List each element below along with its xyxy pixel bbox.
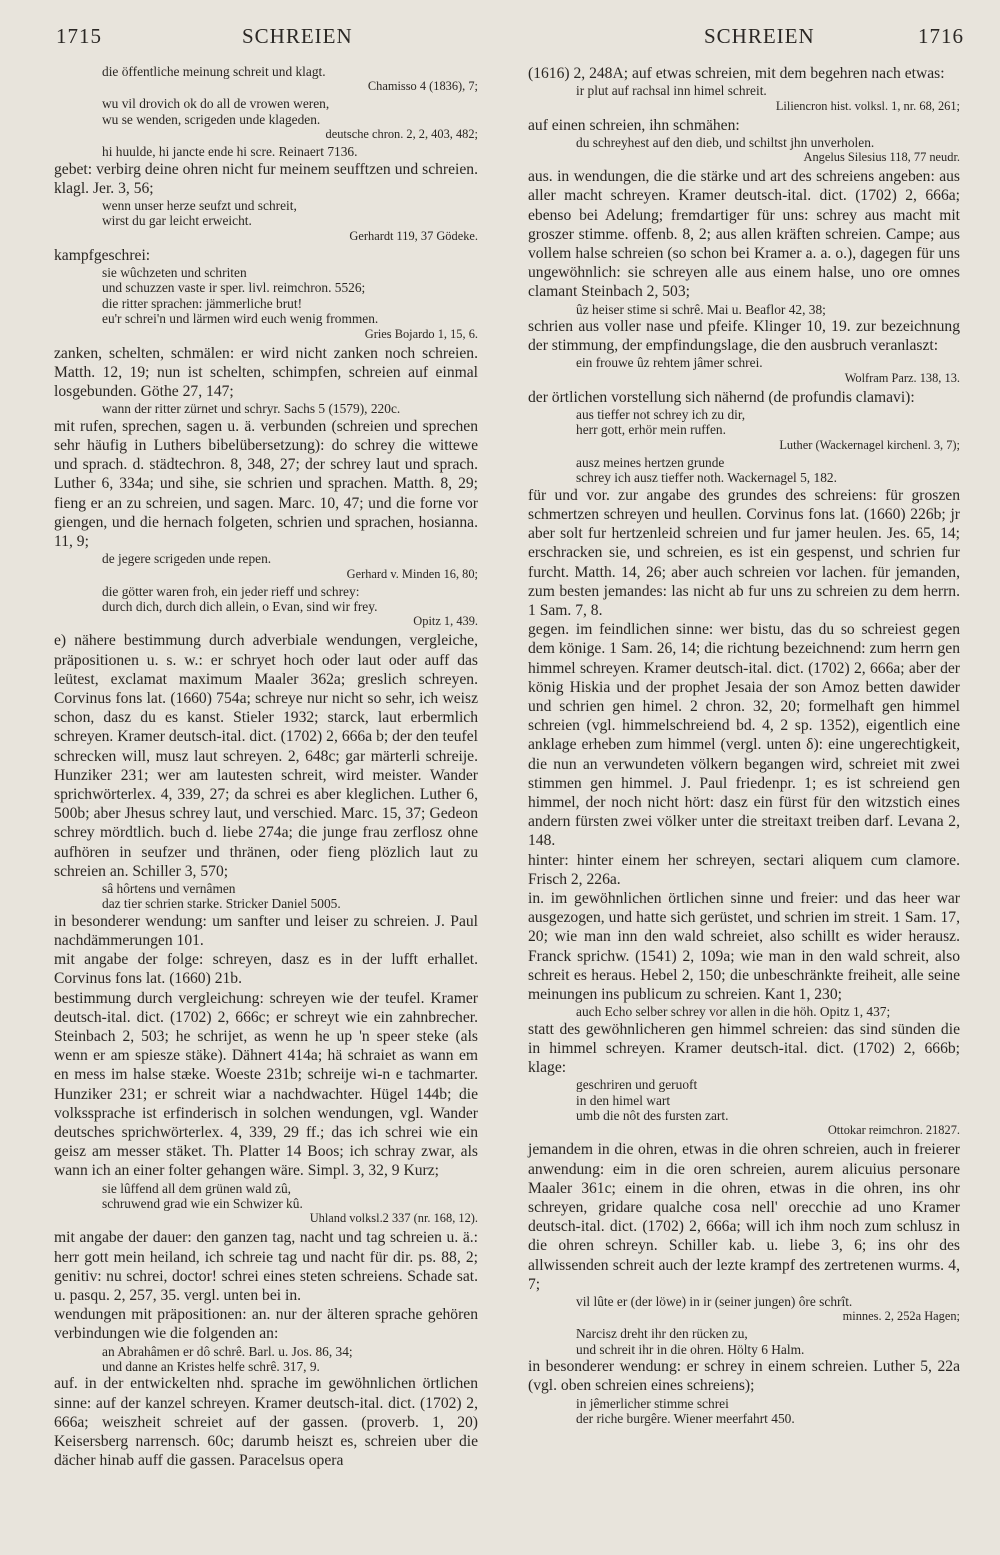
quotation-line: ausz meines hertzen grunde (576, 454, 725, 470)
quotation-line: wu se wenden, scrigeden unde klageden. (102, 111, 321, 127)
right-column (528, 64, 960, 1426)
quotation-line: schruwend grad wie ein Schwizer kû. (102, 1196, 303, 1212)
quotation-line: wirst du gar leicht erweicht. (102, 213, 252, 229)
quotation-line: geschriren und geruoft (576, 1077, 698, 1093)
quotation-line: durch dich, durch dich allein, o Evan, sind wir frey. (102, 598, 378, 614)
entry-paragraph: schrien aus voller nase und pfeife. Klinger 10, 19. zur bezeichnung der stimmung, der empfindungslage, die den ausbruch veranlaszt: (528, 318, 960, 355)
entry-paragraph: mit angabe der dauer: den ganzen tag, nacht und tag schreien u. ä.: herr gott mein heiland, ich schreie tag und nacht für dir. ps. 88, 2; genitiv: nu schrei, doctor! schrei eines steten schreiens. Schade sat. u. pasqu. 2, 257, 35. vergl. unten bei in. (54, 1229, 478, 1305)
entry-paragraph: wendungen mit präpositionen: an. nur der älteren sprache gehören verbindungen wie die folgenden an: (54, 1306, 478, 1343)
source-citation: Angelus Silesius 118, 77 neudr. (803, 150, 960, 165)
entry-paragraph: hinter: hinter einem her schreyen, sectari aliquem cum clamore. Frisch 2, 226a. (528, 851, 960, 888)
quotation-line: die öffentliche meinung schreit und klagt. (102, 64, 326, 79)
entry-paragraph: bestimmung durch vergleichung: schreyen wie der teufel. Kramer deutsch-ital. dict. (1702) 2, 666c; er schreyt wie ein zahnbrecher. Steinbach 2, 503; he schrijet, as wenn he up 'n speer steke (als wenn er am spiesze stäke). Dähnert 414a; hä schraiet as wann em en mess im halse stæke. Woeste 231b; schreije wi-n e tachmarter. Hunziker 231; er schreit wiar a nachdwachter. Hügel 144b; die volkssprache ist erfinderisch in solchen wendungen, vgl. Wander deutsches sprichwörterlex. 4, 339, 29 ff.; das ich schrei wie ein geisz am messer stäket. Th. Platter 14 Boos; ich schray zwar, als wann ich an einer folter gehangen wäre. Simpl. 3, 32, 9 Kurz; (54, 989, 478, 1180)
left-page-number: 1715 (56, 24, 102, 48)
quotation-line: der riche burgêre. Wiener meerfahrt 450. (576, 1411, 795, 1427)
source-citation: deutsche chron. 2, 2, 403, 482; (325, 127, 478, 142)
quotation-line: eu'r schrei'n und lärmen wird euch wenig frommen. (102, 311, 379, 327)
quotation-line: sie wûchzeten und schriten (102, 265, 247, 281)
quotation-line: in den himel wart (576, 1092, 671, 1108)
quotation-line: in jêmerlicher stimme schrei (576, 1395, 729, 1411)
quotation-line: und schreit ihr in die ohren. Hölty 6 Halm. (576, 1341, 805, 1357)
quotation-line: auch Echo selber schrey vor allen in die höh. Opitz 1, 437; (576, 1004, 891, 1020)
quotation-line: und schuzzen vaste ir sper. livl. reimchron. 5526; (102, 280, 366, 296)
source-citation: Uhland volksl.2 337 (nr. 168, 12). (309, 1211, 478, 1226)
source-citation: Liliencron hist. volksl. 1, nr. 68, 261; (775, 98, 960, 113)
entry-paragraph: in besonderer wendung: er schrey in einem schreien. Luther 5, 22a (vgl. oben schreien eines schreiens); (528, 1358, 960, 1395)
entry-paragraph: in. im gewöhnlichen örtlichen sinne und freier: und das heer war ausgezogen, und hatte sich gerüstet, und schrien im streit. 1 Sam. 17, 20; wie man inn den wald schreiet, also schillt es wider herausz. Franck sprichw. (1541) 2, 109a; wie man in den wald schreit, also schreit es heraus. Hebel 2, 150; die unbeschränkte freiheit, alle seine meinungen ins publicum zu schreien. Kant 1, 230; (528, 889, 960, 1003)
quotation-line: an Abrahâmen er dô schrê. Barl. u. Jos. 86, 34; (102, 1343, 353, 1359)
quotation-line: du schreyhest auf den dieb, und schiltst jhn unverholen. (576, 134, 875, 150)
entry-paragraph: (1616) 2, 248A; auf etwas schreien, mit dem begehren nach etwas: (528, 65, 945, 82)
quotation-line: de jegere scrigeden unde repen. (102, 551, 272, 567)
quotation-line: schrey ich ausz tieffer noth. Wackernagel 5, 182. (576, 470, 837, 486)
quotation-line: die ritter sprachen: jämmerliche brut! (102, 295, 303, 311)
entry-paragraph: mit rufen, sprechen, sagen u. ä. verbunden (schreien und sprechen sehr häufig in Luthers bibelübersetzung): do schrey die wittewe und sprach. d. städtechron. 8, 348, 27; der schrey laut und sprach. Luther 6, 334a; und sihe, sie schrien und sprachen. Matth. 8, 29; fieng er an zu schreien, und sagen. Marc. 10, 47; und die forne vor giengen, und die hernach folgeten, schrien und sprachen, hosianna. 11, 9; (54, 417, 478, 550)
quotation-line: sie lûffend all dem grünen wald zû, (102, 1180, 292, 1196)
right-page-number: 1716 (918, 24, 964, 48)
source-citation: minnes. 2, 252a Hagen; (842, 1309, 960, 1324)
source-citation: Luther (Wackernagel kirchenl. 3, 7); (779, 437, 960, 452)
quotation-line: umb die nôt des fursten zart. (576, 1108, 729, 1123)
quotation-line: aus tieffer not schrey ich zu dir, (576, 407, 746, 423)
entry-paragraph: kampfgeschrei: (54, 246, 151, 264)
quotation-line: Narcisz dreht ihr den rücken zu, (576, 1326, 748, 1342)
right-running-head: SCHREIEN (704, 24, 815, 48)
quotation-line: vil lûte er (der löwe) in ir (seiner jungen) ôre schrît. (576, 1294, 853, 1310)
left-running-head: SCHREIEN (242, 24, 353, 48)
quotation-line: die götter waren froh, ein jeder rieff und schrey: (102, 583, 360, 599)
entry-paragraph: in besonderer wendung: um sanfter und leiser zu schreien. J. Paul nachdämmerungen 101. (54, 912, 478, 949)
source-citation: Opitz 1, 439. (413, 614, 478, 629)
entry-paragraph: e) nähere bestimmung durch adverbiale wendungen, vergleiche, präpositionen u. s. w.: er schryet hoch oder laut oder auff das leütest, exclamat maximum Maaler 362a; greslich schreyen. Corvinus fons lat. (1660) 754a; schreye nur nicht so sehr, ich weisz schon, dasz du es kanst. Stieler 1932; starck, laut erbermlich schreyen. Kramer deutsch-ital. dict. (1702) 2, 666a b; der den teufel schrecken will, musz laut schreyen. 2, 648c; gar märterli schreije. Hunziker 231; wer am lautesten schreit, wird meister. Wander sprichwörterlex. 4, 339, 27; da schrei es aber kleglichen. Luther 6, 500b; aber Jhesus schrey laut, und verschied. Marc. 15, 37; Gedeon schrey mördtlich. buch d. liebe 274a; die junge frau zerflosz ohne aufhören in seufzer und thränen, oder fieng plözlich laut zu schreien an. Schiller 3, 570; (54, 632, 478, 880)
entry-paragraph: für und vor. zur angabe des grundes des schreiens: für groszen schmertzen schreyen und heullen. Corvinus fons lat. (1660) 226b; jr aber solt fur hertzenleid schreien und fur jamer heulen. Jes. 65, 14; erschracken sie, und schreien, es ist ein gespenst, und schrien fur furcht. Matth. 14, 26; aber auch schreien vor lachen. für jemanden, zum besten jemandes: las nicht ab fur uns zu schreien zu dem herrn. 1 Sam. 7, 8. (528, 486, 960, 619)
source-citation: Chamisso 4 (1836), 7; (367, 79, 478, 94)
quotation-line: herr gott, erhör mein ruffen. (576, 422, 726, 438)
source-citation: Gries Bojardo 1, 15, 6. (364, 326, 478, 341)
quotation-line: daz tier schrien starke. Stricker Daniel 5005. (102, 896, 341, 912)
quotation-line: wu vil drovich ok do all de vrowen weren, (102, 96, 330, 112)
quotation-line: wenn unser herze seufzt und schreit, (102, 198, 297, 214)
quotation-line: wann der ritter zürnet und schryr. Sachs 5 (1579), 220c. (102, 401, 401, 417)
left-column (54, 64, 478, 1470)
quotation-line: ein frouwe ûz rehtem jâmer schrei. (576, 355, 763, 371)
entry-paragraph: jemandem in die ohren, etwas in die ohren schreien, auch in freierer anwendung: eim in die oren schreien, aurem alicuius personare Maaler 361c; einem in die ohren, etwas in die ohren, ins ohr schreyen, gridare qualche cosa nell' orecchie ad uno Kramer deutsch-ital. dict. (1702) 2, 666a; will ich ihm noch zum schlusz in die ohren schreyn. Schiller kab. u. liebe 3, 6; ins ohr des allwissenden schreit auch der lezte krampf des zertretenen wurms. 4, 7; (528, 1141, 960, 1293)
quotation-line: ir plut auf rachsal inn himel schreit. (576, 83, 767, 99)
quotation-line: sâ hôrtens und vernâmen (102, 880, 236, 896)
entry-paragraph: der örtlichen vorstellung sich nähernd (de profundis clamavi): (528, 388, 915, 406)
entry-paragraph: auf. in der entwickelten nhd. sprache im gewöhnlichen örtlichen sinne: auf der kanzel schreyen. Kramer deutsch-ital. dict. (1702) 2, 666a; weiszheit schreiet auf der gassen. (proverb. 1, 20) Keisersberg narrensch. 60c; darumb heiszt es, schreien uber die dächer hinab auff die gassen. Paracelsus opera (54, 1375, 478, 1470)
entry-paragraph: statt des gewöhnlicheren gen himmel schreien: das sind sünden die in himmel schreyen. Kramer deutsch-ital. dict. (1702) 2, 666b; klage: (528, 1020, 960, 1076)
quotation-line: ûz heiser stime si schrê. Mai u. Beaflor 42, 38; (576, 301, 826, 317)
source-citation: Wolfram Parz. 138, 13. (844, 370, 960, 385)
entry-paragraph: gebet: verbirg deine ohren nicht fur meinem seufftzen und schreien. klagl. Jer. 3, 56; (54, 160, 478, 197)
source-citation: Gerhardt 119, 37 Gödeke. (349, 228, 478, 243)
entry-paragraph: zanken, schelten, schmälen: er wird nicht zanken noch schreien. Matth. 12, 19; nun ist schelten, schimpfen, schreien auf einmal losgebunden. Göthe 27, 147; (54, 344, 478, 401)
entry-paragraph: auf einen schreien, ihn schmähen: (528, 116, 740, 134)
source-citation: Ottokar reimchron. 21827. (827, 1123, 960, 1138)
entry-paragraph: aus. in wendungen, die die stärke und art des schreiens angeben: aus aller macht schreyen. Kramer deutsch-ital. dict. (1702) 2, 666a; ebenso bei Adelung; fremdartiger für uns: schrey aus macht mit groszer stimme. offenb. 8, 2; aus allen kräften schreien. Campe; aus vollem halse schreien (so schon bei Kramer a. a. o.), dagegen für uns ungewöhnlich: sie schreyen alle aus einem halse, uno ore omnes clamant Steinbach 2, 503; (528, 168, 960, 301)
quotation-line: und danne an Kristes helfe schrê. 317, 9. (102, 1359, 320, 1375)
entry-paragraph: gegen. im feindlichen sinne: wer bistu, das du so schreiest gegen dem könige. 1 Sam. 26, 14; die richtung bezeichnend: zum herrn gen himmel schreyen. Kramer deutsch-ital. dict. (1702) 2, 666a; aber der könig Hiskia und der prophet Jesaia der son Amoz betten dawider und schrien gen himel. 2 chron. 32, 20; formelhaft gen himmel schreien (vgl. himmelschreiend bd. 4, 2 sp. 1352), eigentlich eine anklage erheben zum himmel (vergl. unten δ): eine ungerechtigkeit, die nun an verwundeten völkern begangen wird, schreiet mit zwei stimmen gen himmel. J. Paul friedenpr. 1; es ist schreiend gen himmel, der noch nicht hört: dasz ein fürst für den witzstich eines andern fürsten zwei völker unter die streitaxt treiben darf. Levana 2, 148. (528, 621, 960, 850)
source-citation: Gerhard v. Minden 16, 80; (346, 566, 478, 581)
quotation-line: hi huulde, hi jancte ende hi scre. Reinaert 7136. (102, 144, 358, 160)
entry-paragraph: mit angabe der folge: schreyen, dasz es in der lufft erhallet. Corvinus fons lat. (1660) 21b. (54, 951, 478, 988)
